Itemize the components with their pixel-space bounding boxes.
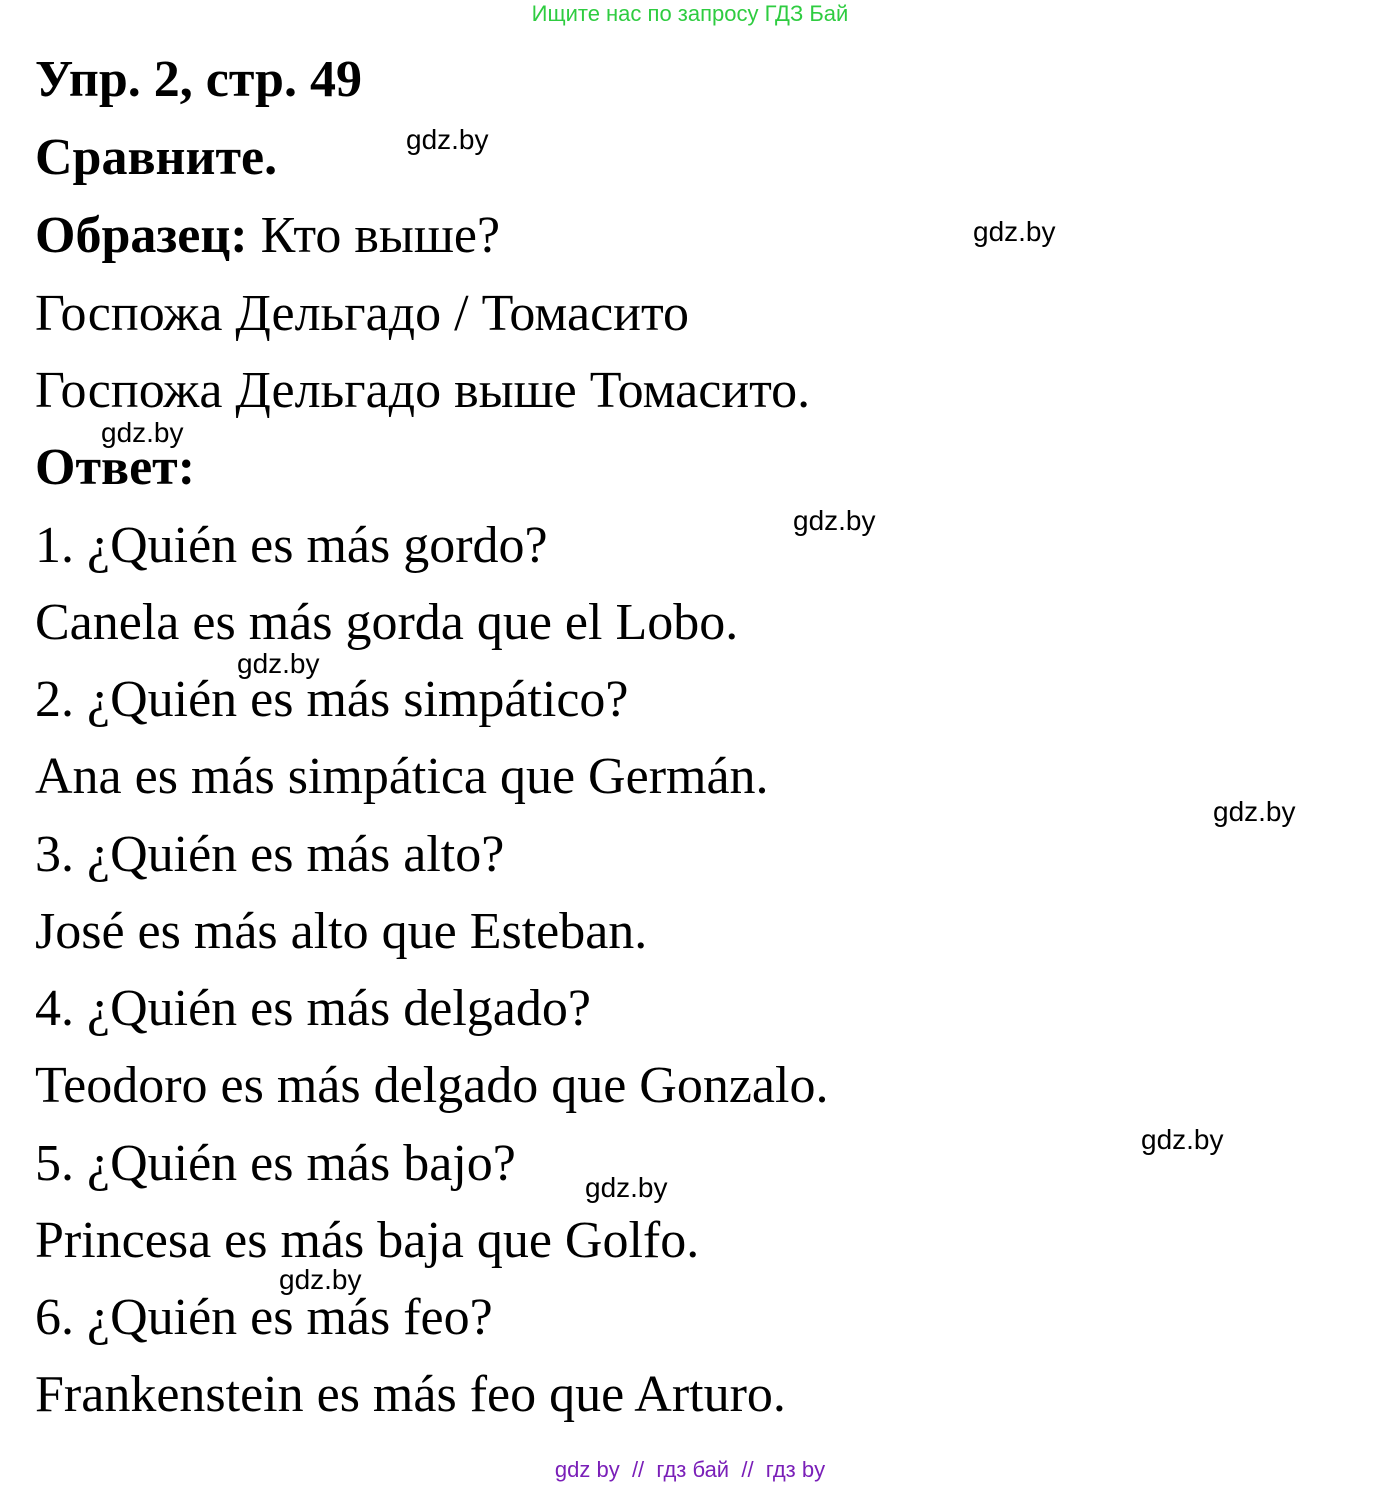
sample-line: [35, 206, 500, 266]
watermark: gdz.by: [973, 216, 1056, 247]
footer-link-gdz-by[interactable]: gdz by: [554, 1457, 620, 1482]
footer-link-gdz-by-cyr[interactable]: гдз by: [765, 1457, 826, 1482]
page-title: Упр. 2, стр. 49: [35, 51, 362, 108]
watermark: gdz.by: [237, 648, 320, 679]
answer-text-4: Teodoro es más delgado que Gonzalo.: [35, 1057, 829, 1114]
watermark: gdz.by: [101, 417, 184, 448]
sample-label: Образец:: [35, 207, 248, 264]
sample-question: Кто выше?: [247, 207, 501, 264]
footer-links: [0, 1456, 1380, 1484]
watermark: gdz.by: [279, 1264, 362, 1295]
footer-separator: //: [729, 1457, 766, 1482]
answer-text-5: Princesa es más baja que Golfo.: [35, 1212, 700, 1269]
answer-question-6: 6. ¿Quién es más feo?: [35, 1289, 493, 1346]
answer-text-3: José es más alto que Esteban.: [35, 903, 648, 960]
answer-text-2: Ana es más simpática que Germán.: [35, 748, 769, 805]
watermark: gdz.by: [1213, 796, 1296, 827]
footer-separator: //: [619, 1457, 657, 1482]
answer-question-2: 2. ¿Quién es más simpático?: [35, 671, 629, 728]
watermark: gdz.by: [1141, 1124, 1224, 1155]
answer-text-1: Canela es más gorda que el Lobo.: [35, 594, 739, 651]
answer-question-1: 1. ¿Quién es más gordo?: [35, 517, 548, 574]
answer-question-4: 4. ¿Quién es más delgado?: [35, 980, 591, 1037]
sample-answer: Госпожа Дельгадо выше Томасито.: [35, 362, 811, 419]
sample-pair: Госпожа Дельгадо / Томасито: [35, 285, 690, 342]
watermark: gdz.by: [585, 1172, 668, 1203]
watermark: gdz.by: [793, 505, 876, 536]
answer-text-6: Frankenstein es más feo que Arturo.: [35, 1366, 786, 1423]
answer-question-5: 5. ¿Quién es más bajo?: [35, 1135, 516, 1192]
watermark: gdz.by: [406, 124, 489, 155]
answer-question-3: 3. ¿Quién es más alto?: [35, 826, 505, 883]
footer-link-gdz-bai[interactable]: гдз бай: [656, 1457, 730, 1482]
top-banner: Ищите нас по запросу ГДЗ Бай: [531, 1, 849, 26]
instruction: Сравните.: [35, 129, 278, 186]
answer-label: Ответ:: [35, 439, 196, 496]
